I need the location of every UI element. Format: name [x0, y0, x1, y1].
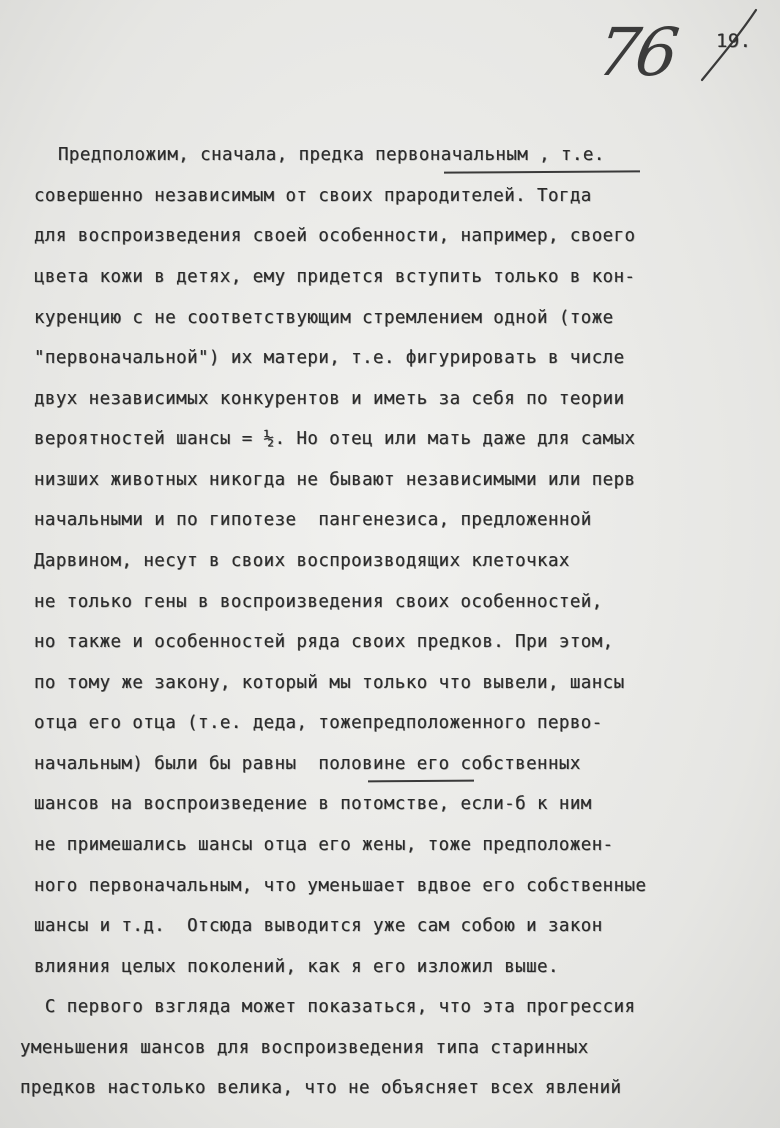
text-line-10: начальными и по гипотезе пангенезиса, предложенной	[34, 510, 592, 530]
text-line-1: Предположим, сначала, предка первоначальным , т.е.	[58, 145, 605, 165]
text-line-14: по тому же закону, который мы только что вывели, шансы	[34, 673, 625, 693]
text-line-17: шансов на воспроизведение в потомстве, если-б к ним	[34, 794, 592, 814]
text-line-18: не примешались шансы отца его жены, тоже предположен-	[34, 835, 614, 855]
text-line-23: уменьшения шансов для воспроизведения типа старинных	[20, 1038, 589, 1058]
text-line-13: но также и особенностей ряда своих предков. При этом,	[34, 632, 614, 652]
text-line-5: куренцию с не соответствующим стремлением одной (тоже	[34, 308, 614, 328]
text-line-11: Дарвином, несут в своих воспроизводящих клеточках	[34, 551, 570, 571]
text-line-2: совершенно независимым от своих прародителей. Тогда	[34, 186, 592, 206]
text-line-12: не только гены в воспроизведения своих особенностей,	[34, 592, 603, 612]
text-line-16: начальным) были бы равны половине его собственных	[34, 754, 581, 774]
page-number: 19.	[716, 30, 752, 52]
text-line-8: вероятностей шансы = ½. Но отец или мать даже для самых	[34, 429, 636, 449]
text-line-9: низших животных никогда не бывают независимыми или перв	[34, 470, 636, 490]
text-line-3: для воспроизведения своей особенности, например, своего	[34, 226, 636, 246]
text-line-4: цвета кожи в детях, ему придется вступить только в кон-	[34, 267, 636, 287]
text-line-15: отца его отца (т.е. деда, тожепредположенного перво-	[34, 713, 603, 733]
text-line-24: предков настолько велика, что не объясняет всех явлений	[20, 1078, 622, 1098]
underline-pervonachalnym	[444, 170, 640, 173]
text-line-21: влияния целых поколений, как я его изложил выше.	[34, 957, 559, 977]
text-line-22: С первого взгляда может показаться, что эта прогрессия	[34, 997, 636, 1017]
text-line-19: ного первоначальным, что уменьшает вдвое его собственные	[34, 876, 647, 896]
text-line-20: шансы и т.д. Отсюда выводится уже сам собою и закон	[34, 916, 603, 936]
text-line-7: двух независимых конкурентов и иметь за себя по теории	[34, 389, 625, 409]
archive-number-text: 76	[592, 14, 680, 91]
underline-polovine	[368, 780, 474, 783]
text-line-6: "первоначальной") их матери, т.е. фигурировать в числе	[34, 348, 625, 368]
